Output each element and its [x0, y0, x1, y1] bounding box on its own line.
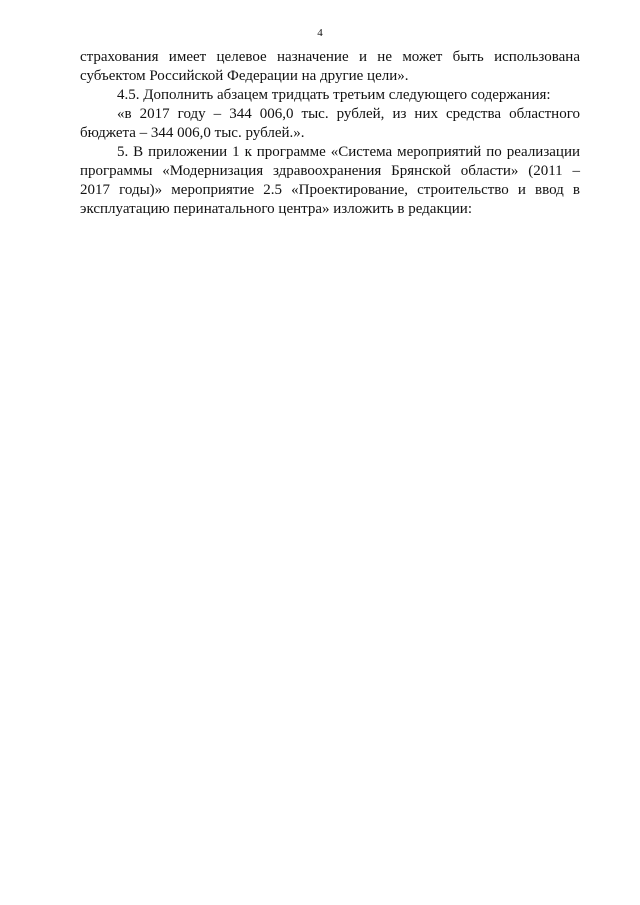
- text-line: субъектом Российской Федерации на другие цели».: [80, 68, 409, 84]
- paragraph-item-5: [80, 143, 580, 219]
- text-line: страхования имеет целевое назначение и не может быть использована: [80, 49, 580, 65]
- paragraph-quote-2017: [80, 105, 580, 143]
- page-number: 4: [317, 27, 323, 39]
- text-line: программы «Модернизация здравоохранения Брянской области» (2011 –: [80, 163, 580, 179]
- text-line: бюджета – 344 006,0 тыс. рублей.».: [80, 125, 305, 141]
- text-line: «в 2017 году – 344 006,0 тыс. рублей, из них средства областного: [117, 106, 580, 122]
- document-body: [80, 48, 580, 219]
- paragraph-insurance-purpose: [80, 48, 580, 86]
- text-line: 5. В приложении 1 к программе «Система мероприятий по реализации: [117, 144, 580, 160]
- text-line: 4.5. Дополнить абзацем тридцать третьим следующего содержания:: [117, 87, 551, 103]
- text-line: эксплуатацию перинатального центра» изложить в редакции:: [80, 201, 472, 217]
- paragraph-item-4-5: [80, 86, 580, 105]
- text-line: 2017 годы)» мероприятие 2.5 «Проектирование, строительство и ввод в: [80, 182, 580, 198]
